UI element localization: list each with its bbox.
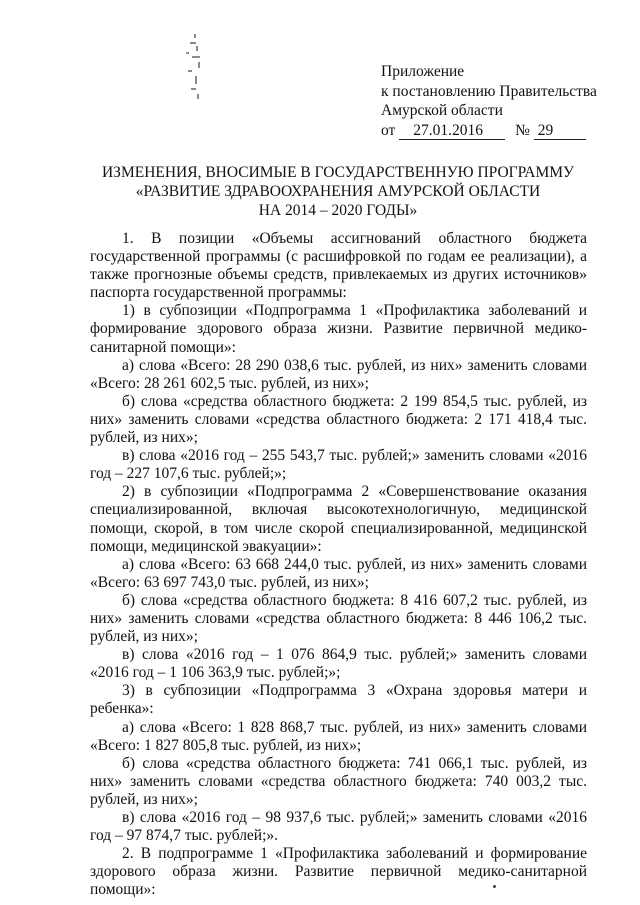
paragraph: б) слова «средства областного бюджета: 2 199 854,5 тыс. рублей, из них» заменить словами «средства областного бюджета: 2 171 418,4 тыс. рублей, из них»; [90,392,587,447]
appendix-date-number-line [381,121,621,141]
document-body [90,230,587,899]
date-prefix: от [381,121,396,139]
paragraph: 2. В подпрограмме 1 «Профилактика заболеваний и формирование здорового образа жизни. Развитие первичной медико-санитарной помощи»: [90,845,587,899]
paragraph: а) слова «Всего: 63 668 244,0 тыс. рублей, из них» заменить словами «Всего: 63 697 743,0 тыс. рублей, из них»; [90,555,587,591]
paragraph: б) слова «средства областного бюджета: 741 066,1 тыс. рублей, из них» заменить словами «средства областного бюджета: 740 003,2 тыс. рублей, из них»; [90,754,587,808]
appendix-block [381,62,621,140]
title-line-3: НА 2014 – 2020 ГОДЫ» [258,202,418,219]
appendix-label: Приложение [381,63,465,80]
paragraph: а) слова «Всего: 1 828 868,7 тыс. рублей, из них» заменить словами «Всего: 1 827 805,8 тыс. рублей, из них»; [90,718,587,754]
resolution-number: 29 [534,123,586,140]
paragraph: 1. В позиции «Объемы ассигнований областного бюджета государственной программы (с расшифровкой по годам ее реализации), а также прогнозные объемы средств, привлекаемых из других источников» паспорта государственной программы: [90,230,587,302]
appendix-region-line: Амурской области [381,102,503,119]
title-line-1: ИЗМЕНЕНИЯ, ВНОСИМЫЕ В ГОСУДАРСТВЕННУЮ ПРОГРАММУ [101,164,575,181]
paragraph: 3) в субпозиции «Подпрограмма 3 «Охрана здоровья матери и ребенка»: [90,682,587,718]
paragraph: а) слова «Всего: 28 290 038,6 тыс. рублей, из них» заменить словами «Всего: 28 261 602,5 тыс. рублей, из них»; [90,356,587,392]
paragraph: б) слова «средства областного бюджета: 8 416 607,2 тыс. рублей, из них» заменить словами «средства областного бюджета: 8 446 106,2 тыс. рублей, из них»; [90,591,587,646]
appendix-resolution-line: к постановлению Правительства [381,82,597,100]
number-prefix: № [515,121,530,139]
paragraph: в) слова «2016 год – 255 543,7 тыс. рублей;» заменить словами «2016 год – 227 107,6 тыс. рублей;»; [90,447,587,483]
paragraph: в) слова «2016 год – 1 076 864,9 тыс. рублей;» заменить словами «2016 год – 1 106 363,9 тыс. рублей;»; [90,646,587,682]
title-line-2: «РАЗВИТИЕ ЗДРАВООХРАНЕНИЯ АМУРСКОЙ ОБЛАСТИ [135,183,541,200]
paragraph: в) слова «2016 год – 98 937,6 тыс. рублей;» заменить словами «2016 год – 97 874,7 тыс. рублей;». [90,809,587,845]
document-title [88,163,588,220]
resolution-date: 27.01.2016 [399,123,505,140]
paragraph: 2) в субпозиции «Подпрограмма 2 «Совершенствование оказания специализированной, включая высокотехнологичную, медицинской помощи, скорой, в том числе скорой специализированной, медицинской помощи, медицинской эвакуации»: [90,483,587,555]
scan-speck [493,885,496,888]
paragraph: 1) в субпозиции «Подпрограмма 1 «Профилактика заболеваний и формирование здорового образа жизни. Развитие первичной медико-санитарной помощи»: [90,302,587,356]
faint-stamp-mark [176,32,212,102]
